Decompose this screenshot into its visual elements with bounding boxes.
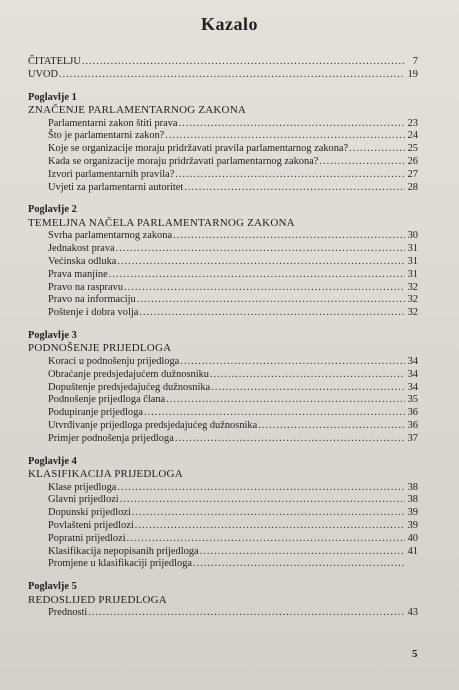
toc-entry (28, 507, 418, 520)
toc-entry (28, 256, 418, 269)
toc-entry (28, 407, 418, 420)
toc-entry (28, 394, 418, 407)
chapters-list (28, 92, 418, 620)
table-of-contents (28, 56, 418, 620)
toc-entry-label: Pravo na informaciju (48, 294, 136, 306)
toc-entry-page: 24 (407, 130, 418, 142)
toc-entry-page: 36 (407, 419, 418, 431)
chapter-section (28, 204, 418, 320)
toc-entry-page: 32 (407, 294, 418, 306)
toc-entry (28, 307, 418, 320)
chapter-title: PODNOŠENJE PRIJEDLOGA (28, 342, 172, 355)
toc-entry-label: Pravo na raspravu (48, 281, 124, 293)
toc-entry (28, 156, 418, 169)
dot-leader (132, 507, 405, 520)
toc-entry (28, 533, 418, 546)
dot-leader (210, 369, 405, 382)
toc-entry-label: Svrha parlamentarnog zakona (48, 230, 173, 242)
toc-entry-page: 25 (407, 143, 418, 155)
toc-entry (28, 356, 418, 369)
toc-entry (28, 118, 418, 131)
toc-entry (28, 369, 418, 382)
toc-entry (28, 143, 418, 156)
toc-entry-label: Kada se organizacije moraju pridržavati parlamentarnog zakona? (48, 155, 319, 167)
chapter-section (28, 456, 418, 572)
dot-leader (117, 256, 405, 269)
chapter-section (28, 92, 418, 195)
toc-entry (28, 182, 418, 195)
dot-leader (116, 243, 405, 256)
dot-leader (127, 533, 405, 546)
dot-leader (166, 394, 405, 407)
toc-entry-label: Jednakost prava (48, 243, 115, 255)
toc-entry-label: Podupiranje prijedloga (48, 407, 143, 419)
toc-entry (28, 243, 418, 256)
toc-entry-page: 35 (407, 394, 418, 406)
toc-entry-page: 38 (407, 494, 418, 506)
toc-entry-label: Izvori parlamentarnih pravila? (48, 168, 175, 180)
page-title: Kazalo (201, 14, 258, 34)
toc-entry-page: 28 (407, 181, 418, 193)
toc-entry-page: 34 (407, 368, 418, 380)
chapter-heading: Poglavlje 5 (28, 581, 77, 593)
toc-entry-label: Obraćanje predsjedajućem dužnosniku (48, 368, 209, 380)
toc-entry (28, 130, 418, 143)
dot-leader (137, 294, 405, 307)
toc-entry-page: 26 (407, 155, 418, 167)
toc-entry-label: Uvjeti za parlamentarni autoritet (48, 181, 184, 193)
chapter-heading: Poglavlje 1 (28, 91, 77, 103)
toc-entry-page: 31 (407, 243, 418, 255)
toc-entry (28, 520, 418, 533)
dot-leader (173, 230, 405, 243)
dot-leader (139, 307, 405, 320)
dot-leader (124, 282, 405, 295)
toc-entry (28, 546, 418, 559)
toc-entry-page: 34 (407, 381, 418, 393)
dot-leader (59, 69, 405, 82)
toc-entry-page: 43 (407, 607, 418, 619)
toc-entry-page: 31 (407, 255, 418, 267)
toc-entry-page: 31 (407, 268, 418, 280)
toc-entry (28, 294, 418, 307)
toc-entry (28, 282, 418, 295)
chapter-title: REDOSLIJED PRIJEDLOGA (28, 593, 167, 606)
toc-entry (28, 269, 418, 282)
toc-entry (28, 494, 418, 507)
dot-leader (179, 118, 405, 131)
toc-entry-page: 39 (407, 507, 418, 519)
toc-entry-label: Koje se organizacije moraju pridržavati pravila parlamentarnog zakona? (48, 143, 349, 155)
toc-entry (28, 482, 418, 495)
toc-entry-page: 36 (407, 407, 418, 419)
dot-leader (258, 420, 405, 433)
chapter-section (28, 581, 418, 620)
dot-leader (200, 546, 405, 559)
chapter-heading: Poglavlje 2 (28, 204, 77, 216)
toc-entry-label: Dopuštenje predsjedajućeg dužnosnika (48, 381, 211, 393)
toc-entry-label: Utvrđivanje prijedloga predsjedajućeg dužnosnika (48, 419, 258, 431)
toc-entry-label: Povlašteni prijedlozi (48, 519, 134, 531)
toc-entry-label: Klasifikacija nepopisanih prijedloga (48, 545, 199, 557)
toc-entry-label: Poštenje i dobra volja (48, 307, 139, 319)
dot-leader (120, 494, 405, 507)
dot-leader (165, 130, 405, 143)
toc-entry-label: Klase prijedloga (48, 481, 117, 493)
toc-entry-page: 32 (407, 307, 418, 319)
dot-leader (88, 607, 405, 620)
dot-leader (117, 482, 405, 495)
toc-entry-label: Većinska odluka (48, 255, 117, 267)
toc-entry-citatelju (28, 56, 418, 69)
dot-leader (180, 356, 405, 369)
toc-entry-label: Prava manjine (48, 268, 108, 280)
toc-entry-label: Primjer podnošenja prijedloga (48, 432, 174, 444)
toc-entry (28, 607, 418, 620)
chapter-heading: Poglavlje 3 (28, 329, 77, 341)
toc-entry-label: Koraci u podnošenju prijedloga (48, 355, 180, 367)
toc-entry-page: 37 (407, 432, 418, 444)
toc-entry (28, 382, 418, 395)
dot-leader (349, 143, 405, 156)
toc-entry-label: Dopunski prijedlozi (48, 507, 131, 519)
toc-entry-label: Popratni prijedlozi (48, 532, 126, 544)
chapter-heading: Poglavlje 4 (28, 455, 77, 467)
dot-leader (193, 558, 405, 571)
toc-entry-page: 30 (407, 230, 418, 242)
toc-entry-uvod (28, 69, 418, 82)
dot-leader (175, 169, 405, 182)
page-number: 5 (412, 648, 418, 660)
toc-entry (28, 558, 418, 571)
toc-entry-page: 38 (407, 481, 418, 493)
toc-entry-page: 39 (407, 519, 418, 531)
toc-entry (28, 230, 418, 243)
toc-entry-label: Podnošenje prijedloga člana (48, 394, 166, 406)
dot-leader (144, 407, 405, 420)
toc-entry-page: 40 (407, 532, 418, 544)
toc-entry-page: 34 (407, 355, 418, 367)
toc-entry (28, 169, 418, 182)
dot-leader (82, 56, 405, 69)
toc-entry-page: 27 (407, 168, 418, 180)
toc-entry (28, 420, 418, 433)
toc-entry-label: ČITATELJU (28, 56, 81, 67)
toc-entry-label: UVOD (28, 68, 59, 80)
toc-entry-page: 23 (407, 117, 418, 129)
chapter-title: ZNAČENJE PARLAMENTARNOG ZAKONA (28, 104, 246, 117)
toc-entry-label: Što je parlamentarni zakon? (48, 130, 165, 142)
chapter-title: TEMELJNA NAČELA PARLAMENTARNOG ZAKONA (28, 216, 295, 229)
dot-leader (135, 520, 405, 533)
dot-leader (319, 156, 405, 169)
toc-entry-page: 32 (407, 281, 418, 293)
toc-entry-page: 7 (412, 56, 418, 67)
chapter-title: KLASIFIKACIJA PRIJEDLOGA (28, 468, 183, 481)
dot-leader (184, 182, 405, 195)
toc-entry-page: 41 (407, 545, 418, 557)
toc-entry (28, 433, 418, 446)
toc-entry-label: Promjene u klasifikaciji prijedloga (48, 558, 192, 570)
dot-leader (175, 433, 405, 446)
toc-entry-page: 19 (407, 68, 418, 80)
toc-entry-label: Prednosti (48, 607, 88, 619)
dot-leader (211, 382, 405, 395)
chapter-section (28, 330, 418, 446)
toc-entry-label: Glavni prijedlozi (48, 494, 119, 506)
dot-leader (109, 269, 405, 282)
toc-entry-label: Parlamentarni zakon štiti prava (48, 117, 178, 129)
